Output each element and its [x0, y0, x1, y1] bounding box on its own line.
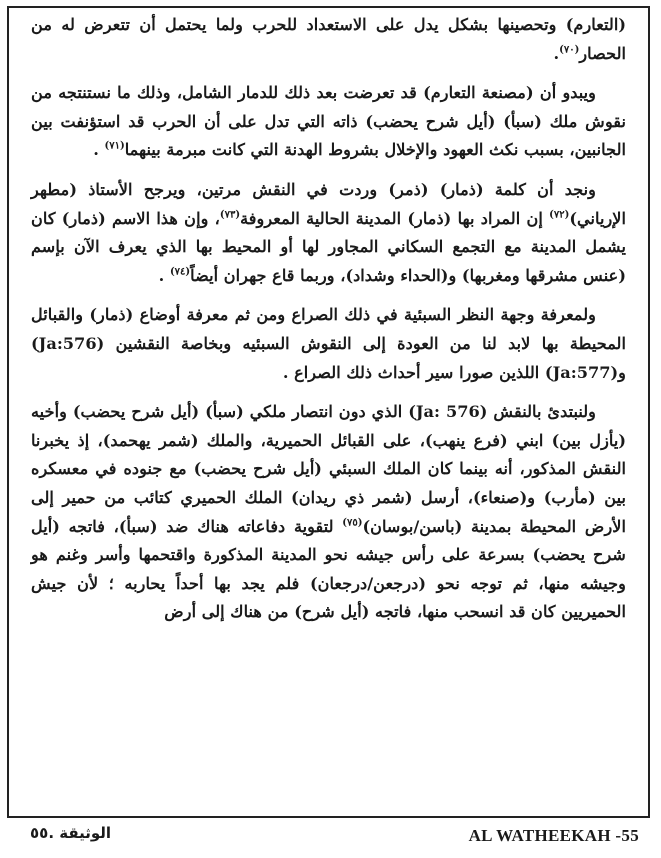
page-footer [0, 820, 661, 858]
document-body [9, 8, 648, 627]
footnote-reference: (٧٣) [219, 209, 241, 221]
footer-latin-journal-name: AL WATHEEKAH -55 [468, 826, 639, 845]
paragraph-text: ، وإن هذا الاسم (ذمار) كان يشمل المدينة مع التجمع السكاني المجاور لها أو المحيط بها الذي يعرف الآن بإسم (عنس مشرقها ومغربها) و(الحداء وشداد)، وربما قاع جهران أيضاً [31, 208, 626, 285]
paragraph-text: ونجد أن كلمة (ذمار) (ذمر) وردت في النقش مرتين، ويرجح الأستاذ (مطهر الإرياني) [31, 179, 626, 228]
footnote-reference: (٧١) [104, 140, 125, 152]
paragraph-text: (التعارم) وتحصينها بشكل يدل على الاستعداد للحرب ولما يحتمل أن تتعرض له من الحصار [31, 15, 626, 63]
footnote-reference: (٧٥) [342, 517, 363, 529]
paragraph-text: . [553, 43, 560, 63]
footnote-reference: (٧٢) [549, 209, 570, 221]
paragraph-text: . [158, 265, 170, 285]
paragraph-4 [31, 301, 626, 387]
paragraph-text: إن المراد بها (ذمار) المدينة الحالية المعروفة [240, 208, 550, 228]
paragraph-text: . [93, 140, 105, 160]
paragraph-3 [31, 176, 626, 290]
footer-arabic-journal-name: الوثيقة .٥٥ [30, 824, 112, 842]
paragraph-text: ولنبتدئ بالنقش (Ja: 576) الذي دون انتصار ملكي (سبأ) (أيل شرح يحضب) وأخيه (يأزل بين) ابني (فرع ينهب)، على القبائل الحميرية، والملك (شمر يهحمد)، إذ يخبرنا النقش المذكور، أنه بينما كان الملك السبئي (أيل شرح يحضب) مع جنوده في معسكره بين (مأرب) و(صنعاء)، أرسل (شمر ذي ريدان) الملك الحميري كتائب من حمير إلى الأرض المحيطة بمدينة (باسن/بوسان) [31, 402, 626, 536]
paragraph-text: ولمعرفة وجهة النظر السبئية في ذلك الصراع ومن ثم معرفة أوضاع (ذمار) والقبائل المحيطة بها لابد لنا من العودة إلى النقوش السبئيه وبخاصة النقشين (Ja:576) و(Ja:577) اللذين صورا سير أحداث ذلك الصراع . [31, 305, 626, 382]
paragraph-2 [31, 79, 626, 165]
paragraph-text: لتقوية دفاعاته هناك ضد (سبأ)، فاتجه (أيل شرح يحضب) بسرعة على رأس جيشه نحو المدينة المذكورة واقتحمها وأسر وغنم هو وجيشه منها، ثم توجه نحو (درجعن/درجعان) فلم يجد بها أحداً يحاربه ؛ لأن جيش الحميريين كان قد انسحب منها، فاتجه (أيل شرح) من هناك إلى أرض [31, 516, 626, 622]
page-frame [7, 6, 650, 818]
paragraph-1 [31, 11, 626, 68]
footnote-reference: (٧٤) [169, 266, 191, 278]
paragraph-5 [31, 398, 626, 627]
paragraph-text: ويبدو أن (مصنعة التعارم) قد تعرضت بعد ذلك للدمار الشامل، وذلك ما نستنتجه من نقوش ملك (سبأ) (أيل شرح يحضب) ذاته التي تدل على أن الحرب قد استؤنفت بين الجانبين، بسبب نكث العهود والإخلال بشروط الهدنة التي كانت مبرمة بينهما [31, 83, 626, 160]
footnote-reference: (٧٠) [559, 44, 580, 56]
